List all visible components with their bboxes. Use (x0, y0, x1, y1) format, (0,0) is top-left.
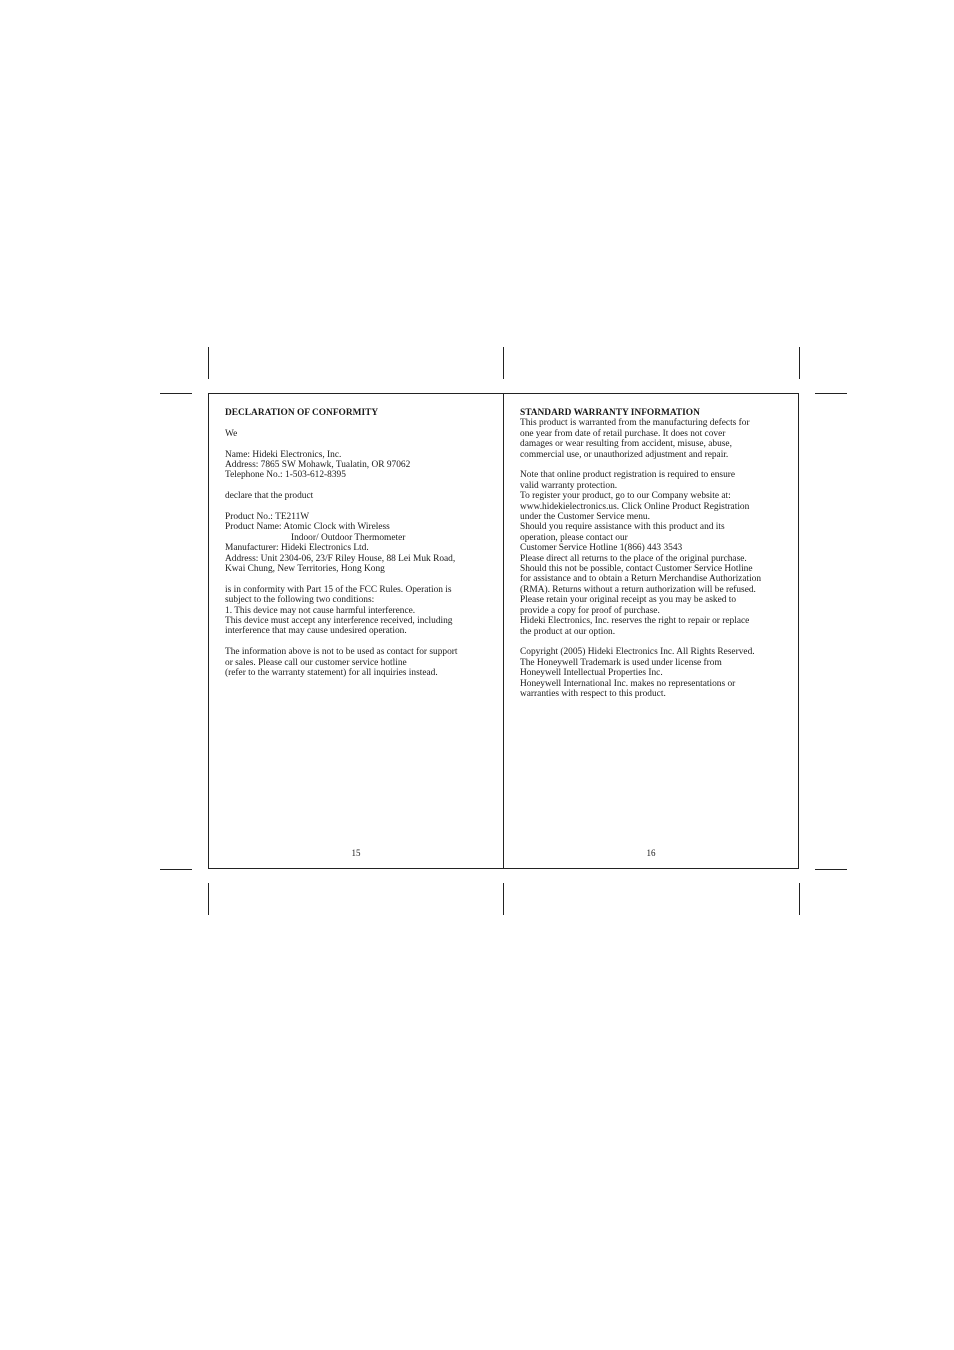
declare-text: declare that the product (225, 491, 314, 502)
declaration-page (225, 408, 493, 678)
info-line-1: The information above is not to be used as contact for support (225, 647, 458, 658)
note-line-12: (RMA). Returns without a return authorization will be refused. (520, 584, 756, 595)
warranty-line-2: one year from date of retail purchase. It does not cover (520, 428, 726, 439)
hotline-line: Customer Service Hotline 1(866) 443 3543 (520, 543, 683, 554)
company-address: Address: 7865 SW Mohawk, Tualatin, OR 97062 (225, 460, 411, 470)
crop-mark-left-bottom (160, 869, 192, 870)
note-line-16: the product at our option. (520, 626, 616, 637)
crop-mark-bottom-center (503, 883, 504, 915)
crop-mark-top-center (503, 347, 504, 379)
note-line-2: valid warranty protection. (520, 480, 618, 491)
manufacturer: Manufacturer: Hideki Electronics Ltd. (225, 543, 369, 554)
manufacturer-address-line-2: Kwai Chung, New Territories, Hong Kong (225, 564, 385, 575)
crop-mark-top-left (208, 347, 209, 379)
copyright-line-1: Copyright (2005) Hideki Electronics Inc. All Rights Reserved. (520, 647, 755, 658)
warranty-heading: STANDARD WARRANTY INFORMATION (520, 408, 700, 418)
declaration-heading: DECLARATION OF CONFORMITY (225, 408, 379, 418)
crop-mark-top-right (799, 347, 800, 379)
crop-mark-left-top (160, 393, 192, 394)
we-text: We (225, 428, 238, 439)
manufacturer-address-line-1: Address: Unit 2304-06, 23/F Riley House, 88 Lei Muk Road, (225, 553, 456, 564)
note-line-11: for assistance and to obtain a Return Merchandise Authorization (520, 574, 762, 585)
copyright-line-5: warranties with respect to this product. (520, 688, 666, 699)
note-line-4: www.hidekielectronics.us. Click Online Product Registration (520, 501, 750, 512)
info-line-2: or sales. Please call our customer service hotline (225, 657, 407, 668)
product-name-line-1: Product Name: Atomic Clock with Wireless (225, 522, 390, 533)
company-telephone: Telephone No.: 1-503-612-8395 (225, 470, 346, 481)
note-line-6: Should you require assistance with this product and its (520, 522, 725, 533)
info-line-3: (refer to the warranty statement) for all inquiries instead. (225, 668, 438, 679)
copyright-line-2: The Honeywell Trademark is used under license from (520, 657, 722, 668)
company-name: Name: Hideki Electronics, Inc. (225, 449, 342, 460)
crop-mark-right-top (815, 393, 847, 394)
note-line-5: under the Customer Service menu. (520, 512, 650, 523)
condition-1: 1. This device may not cause harmful interference. (225, 605, 416, 616)
copyright-line-3: Honeywell Intellectual Properties Inc. (520, 668, 663, 679)
copyright-line-4: Honeywell International Inc. makes no representations or (520, 678, 736, 689)
product-name-line-2: Indoor/ Outdoor Thermometer (291, 532, 406, 543)
crop-mark-right-bottom (815, 869, 847, 870)
conformity-line-1: is in conformity with Part 15 of the FCC Rules. Operation is (225, 584, 452, 595)
note-line-10: Should this not be possible, contact Customer Service Hotline (520, 564, 753, 575)
warranty-line-4: commercial use, or unauthorized adjustment and repair. (520, 449, 729, 460)
conformity-line-2: subject to the following two conditions: (225, 595, 375, 606)
page-number-right: 16 (646, 848, 656, 858)
crop-mark-bottom-right (799, 883, 800, 915)
note-line-7: operation, please contact our (520, 532, 628, 543)
condition-2-line-1: This device must accept any interference received, including (225, 616, 453, 627)
note-line-3: To register your product, go to our Company website at: (520, 491, 731, 502)
page-number-left: 15 (351, 848, 361, 858)
warranty-page (520, 408, 792, 699)
note-line-14: provide a copy for proof of purchase. (520, 605, 660, 616)
note-line-13: Please retain your original receipt as you may be asked to (520, 595, 737, 606)
page-divider (503, 393, 504, 869)
note-line-1: Note that online product registration is required to ensure (520, 470, 736, 481)
product-number: Product No.: TE211W (225, 512, 310, 522)
note-line-15: Hideki Electronics, Inc. reserves the right to repair or replace (520, 616, 750, 627)
crop-mark-bottom-left (208, 883, 209, 915)
warranty-line-1: This product is warranted from the manufacturing defects for (520, 418, 750, 429)
warranty-line-3: damages or wear resulting from accident, misuse, abuse, (520, 439, 732, 450)
condition-2-line-2: interference that may cause undesired operation. (225, 626, 407, 637)
note-line-9: Please direct all returns to the place of the original purchase. (520, 553, 747, 564)
